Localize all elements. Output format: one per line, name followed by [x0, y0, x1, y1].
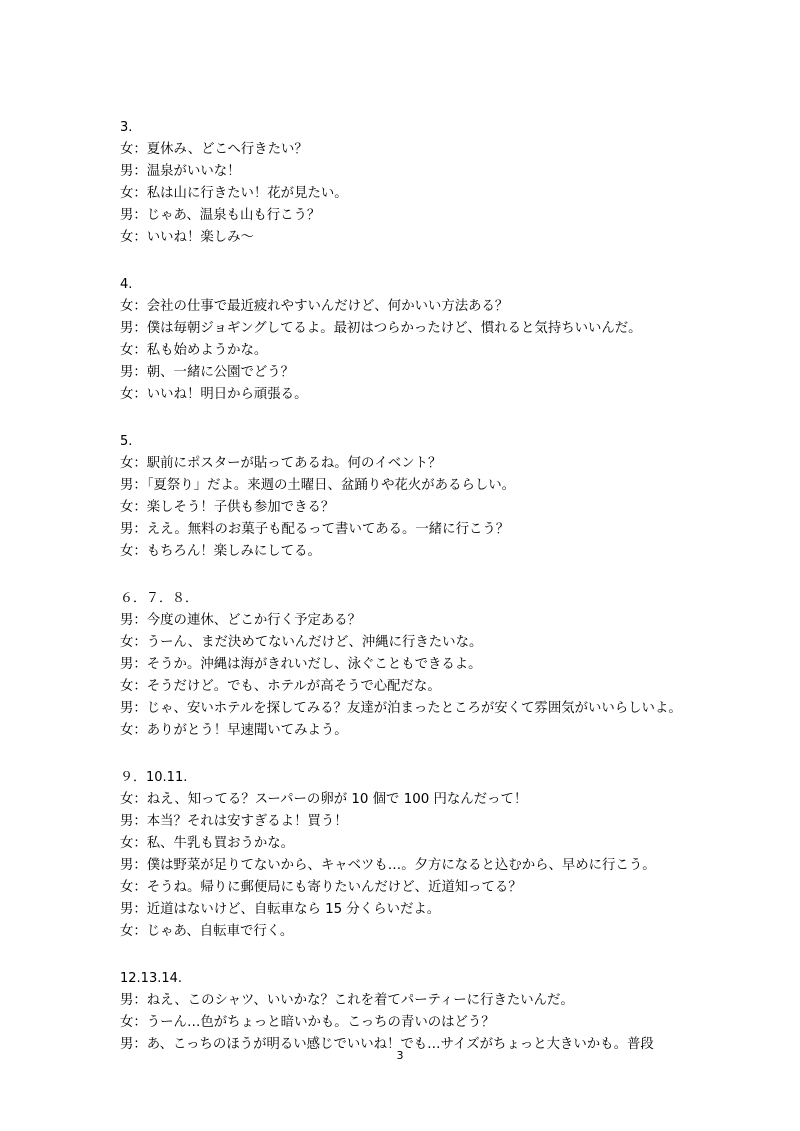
dialogue-line [120, 720, 700, 742]
dialogue-line [120, 340, 700, 362]
dialogue-line [120, 519, 700, 541]
dialogue-section [120, 431, 700, 563]
dialogue-text: 僕は毎朝ジョギングしてるよ。最初はつらかったけど、慣れると気持ちいいんだ。 [146, 321, 642, 336]
speaker-label: 女： [120, 456, 147, 471]
dialogue-line [120, 990, 700, 1012]
speaker-label: 女： [120, 544, 147, 559]
speaker-label: 男： [120, 1037, 147, 1052]
speaker-label: 男： [120, 164, 147, 179]
speaker-label: 女： [120, 924, 147, 939]
dialogue-text: 駅前にポスターが貼ってあるね。何のイベント？ [146, 456, 442, 471]
speaker-label: 女： [120, 679, 147, 694]
dialogue-text: そうね。帰りに郵便局にも寄りたいんだけど、近道知ってる？ [146, 880, 522, 895]
speaker-label: 男： [120, 478, 147, 493]
section-number: 12.13.14. [120, 971, 183, 986]
section-number: 5. [120, 434, 133, 449]
dialogue-line [120, 362, 700, 384]
speaker-label: 女： [120, 186, 147, 201]
dialogue-line [120, 453, 700, 475]
dialogue-text: 本当？それは安すぎるよ！買う！ [146, 814, 348, 829]
speaker-label: 女： [120, 142, 147, 157]
speaker-label: 女： [120, 230, 147, 245]
dialogue-text: うーん、まだ決めてないんだけど、沖縄に行きたいな。 [146, 635, 483, 650]
dialogue-text: じゃあ、温泉も山も行こう？ [146, 208, 321, 223]
speaker-label: 女： [120, 299, 147, 314]
speaker-label: 女： [120, 723, 147, 738]
dialogue-text: 私も始めようかな。 [146, 343, 268, 358]
section-number: 3. [120, 120, 133, 135]
dialogue-line [120, 921, 700, 943]
speaker-label: 女： [120, 387, 147, 402]
speaker-label: 男： [120, 365, 147, 380]
dialogue-text: もちろん！楽しみにしてる。 [146, 544, 321, 559]
dialogue-text: ねえ、このシャツ、いいかな？これを着てパーティーに行きたいんだ。 [146, 993, 574, 1008]
dialogue-text: ありがとう！早速聞いてみよう。 [146, 723, 348, 738]
dialogue-line [120, 811, 700, 833]
speaker-label: 男： [120, 613, 147, 628]
dialogue-text: じゃあ、自転車で行く。 [146, 924, 294, 939]
speaker-label: 女： [120, 1015, 147, 1030]
dialogue-line [120, 698, 700, 720]
dialogue-line [120, 318, 700, 340]
dialogue-line [120, 161, 700, 183]
dialogue-section [120, 117, 700, 249]
dialogue-text: 会社の仕事で最近疲れやすいんだけど、何かいい方法ある？ [146, 299, 509, 314]
dialogue-line [120, 877, 700, 899]
speaker-label: 女： [120, 635, 147, 650]
speaker-label: 男： [120, 522, 147, 537]
dialogue-line [120, 205, 700, 227]
dialogue-line [120, 654, 700, 676]
dialogue-line [120, 139, 700, 161]
dialogue-text: 「夏祭り」だよ。来週の土曜日、盆踊りや花火があるらしい。 [146, 478, 516, 493]
dialogue-text: 私は山に行きたい！花が見たい。 [146, 186, 348, 201]
dialogue-line [120, 676, 700, 698]
dialogue-text: いいね！明日から頑張る。 [146, 387, 308, 402]
dialogue-line [120, 227, 700, 249]
dialogue-line [120, 296, 700, 318]
dialogue-line [120, 1012, 700, 1034]
dialogue-text: 僕は野菜が足りてないから、キャベツも…。夕方になると込むから、早めに行こう。 [146, 858, 656, 873]
speaker-label: 男： [120, 814, 147, 829]
speaker-label: 女： [120, 500, 147, 515]
dialogue-line [120, 833, 700, 855]
dialogue-text: そうだけど。でも、ホテルが高そうで心配だな。 [146, 679, 441, 694]
speaker-label: 男： [120, 902, 147, 917]
dialogue-line [120, 183, 700, 205]
dialogue-line [120, 475, 700, 497]
dialogue-text: 楽しそう！子供も参加できる？ [146, 500, 335, 515]
speaker-label: 女： [120, 343, 147, 358]
dialogue-text: 近道はないけど、自転車なら 15 分くらいだよ。 [146, 902, 441, 917]
speaker-label: 男： [120, 993, 147, 1008]
page-number: 3 [396, 1049, 404, 1062]
dialogue-line [120, 855, 700, 877]
dialogue-text: いいね！楽しみ～ [146, 230, 254, 245]
dialogue-section [120, 767, 700, 943]
speaker-label: 女： [120, 880, 147, 895]
dialogue-text: 私、牛乳も買おうかな。 [146, 836, 295, 851]
speaker-label: 男： [120, 858, 147, 873]
speaker-label: 男： [120, 208, 147, 223]
dialogue-text: そうか。沖縄は海がきれいだし、泳ぐこともできるよ。 [146, 657, 482, 672]
dialogue-content [120, 117, 700, 1081]
speaker-label: 女： [120, 792, 147, 807]
speaker-label: 男： [120, 701, 147, 716]
dialogue-line [120, 632, 700, 654]
dialogue-text: 今度の連休、どこか行く予定ある？ [146, 613, 362, 628]
speaker-label: 男： [120, 321, 147, 336]
dialogue-text: じゃ、安いホテルを探してみる？友達が泊まったところが安くて雰囲気がいいらしいよ。 [146, 701, 682, 716]
dialogue-section [120, 274, 700, 406]
section-number: 4. [120, 277, 133, 292]
dialogue-text: 夏休み、どこへ行きたい？ [146, 142, 308, 157]
speaker-label: 男： [120, 657, 147, 672]
dialogue-line [120, 789, 700, 811]
dialogue-text: あ、こっちのほうが明るい感じでいいね！でも…サイズがちょっと大きいかも。普段 [146, 1037, 654, 1052]
dialogue-line [120, 384, 700, 406]
dialogue-line [120, 610, 700, 632]
dialogue-section [120, 968, 700, 1056]
dialogue-text: 朝、一緒に公園でどう？ [146, 365, 295, 380]
dialogue-text: うーん…色がちょっと暗いかも。こっちの青いのはどう？ [146, 1015, 495, 1030]
section-number: ６．７．８． [120, 591, 199, 606]
dialogue-text: ええ。無料のお菓子も配るって書いてある。一緒に行こう？ [146, 522, 510, 537]
dialogue-section [120, 588, 700, 742]
dialogue-line [120, 497, 700, 519]
dialogue-line [120, 899, 700, 921]
dialogue-text: 温泉がいいな！ [146, 164, 241, 179]
dialogue-text: ねえ、知ってる？スーパーの卵が 10 個で 100 円なんだって！ [146, 792, 528, 807]
speaker-label: 女： [120, 836, 147, 851]
section-number: ９．10.11. [120, 770, 188, 785]
dialogue-line [120, 541, 700, 563]
